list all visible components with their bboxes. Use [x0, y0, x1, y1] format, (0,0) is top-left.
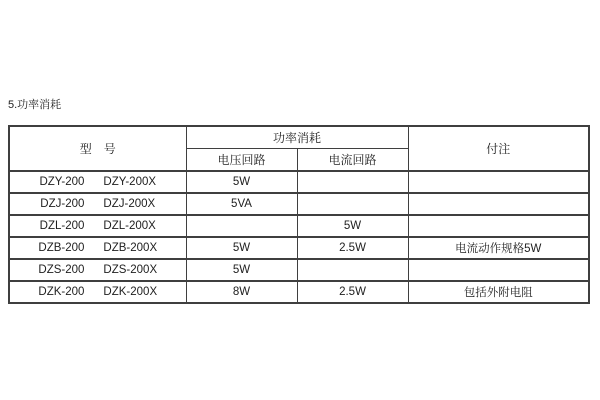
- model-base: DZS-200: [38, 264, 85, 276]
- model-pair: [10, 176, 186, 188]
- model-pair: [10, 220, 186, 232]
- voltage-circuit-cell: [186, 215, 297, 237]
- table-row: [9, 259, 589, 281]
- current-circuit-cell: [297, 171, 408, 193]
- table-row: [9, 281, 589, 303]
- table-row: [9, 215, 589, 237]
- model-base: DZK-200: [38, 286, 85, 298]
- header-notes: 付注: [408, 126, 589, 171]
- voltage-circuit-cell: 5W: [186, 259, 297, 281]
- power-consumption-table: [8, 125, 590, 304]
- note-cell: 电流动作规格5W: [408, 237, 589, 259]
- table-body: [9, 171, 589, 303]
- voltage-circuit-cell: 5W: [186, 237, 297, 259]
- model-base: DZL-200: [39, 220, 85, 232]
- model-pair: [10, 242, 186, 254]
- model-variant: DZK-200X: [103, 286, 158, 298]
- model-base: DZB-200: [38, 242, 85, 254]
- model-variant: DZL-200X: [103, 220, 156, 232]
- header-voltage-circuit: 电压回路: [186, 149, 297, 172]
- model-pair: [10, 264, 186, 276]
- note-cell: [408, 215, 589, 237]
- current-circuit-cell: 5W: [297, 215, 408, 237]
- model-cell: [9, 237, 186, 259]
- header-power-group: 功率消耗: [186, 126, 408, 149]
- model-base: DZJ-200: [40, 198, 85, 210]
- current-circuit-cell: [297, 193, 408, 215]
- model-variant: DZS-200X: [103, 264, 158, 276]
- model-variant: DZY-200X: [103, 176, 157, 188]
- model-cell: [9, 193, 186, 215]
- model-cell: [9, 215, 186, 237]
- model-pair: [10, 286, 186, 298]
- model-cell: [9, 171, 186, 193]
- header-row-top: [9, 126, 589, 149]
- header-current-circuit: 电流回路: [297, 149, 408, 172]
- table-row: [9, 193, 589, 215]
- current-circuit-cell: [297, 259, 408, 281]
- table-row: [9, 171, 589, 193]
- model-pair: [10, 198, 186, 210]
- model-variant: DZB-200X: [103, 242, 158, 254]
- section-title: 5.功率消耗: [8, 99, 62, 111]
- voltage-circuit-cell: 5W: [186, 171, 297, 193]
- note-cell: [408, 259, 589, 281]
- note-cell: [408, 193, 589, 215]
- model-variant: DZJ-200X: [103, 198, 156, 210]
- note-cell: 包括外附电阻: [408, 281, 589, 303]
- model-cell: [9, 281, 186, 303]
- current-circuit-cell: 2.5W: [297, 281, 408, 303]
- current-circuit-cell: 2.5W: [297, 237, 408, 259]
- voltage-circuit-cell: 5VA: [186, 193, 297, 215]
- note-cell: [408, 171, 589, 193]
- model-cell: [9, 259, 186, 281]
- voltage-circuit-cell: 8W: [186, 281, 297, 303]
- table-row: [9, 237, 589, 259]
- header-model: 型 号: [9, 126, 186, 171]
- model-base: DZY-200: [39, 176, 85, 188]
